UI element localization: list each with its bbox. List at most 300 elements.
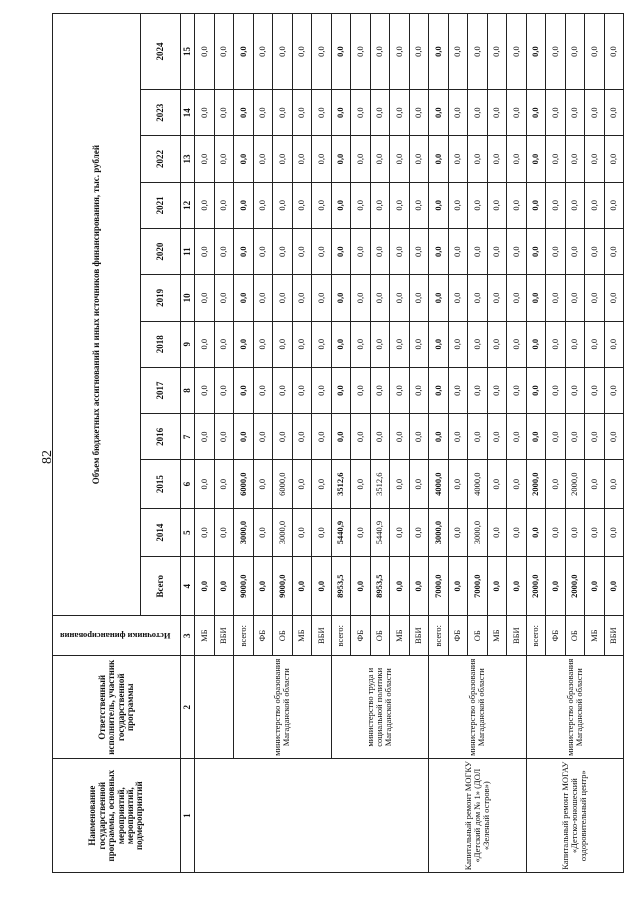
header-year: 2019: [141, 275, 181, 321]
value-cell: 0,0: [370, 136, 390, 182]
value-cell: 0,0: [585, 557, 605, 616]
value-cell: 0,0: [351, 136, 371, 182]
value-cell: 0,0: [565, 182, 585, 228]
value-cell: 0,0: [604, 182, 624, 228]
value-cell: 0,0: [390, 321, 410, 367]
source-cell: МБ: [292, 616, 312, 656]
value-cell: 0,0: [409, 90, 429, 136]
value-cell: 0,0: [273, 414, 293, 460]
value-cell: 0,0: [507, 14, 527, 90]
value-cell: 0,0: [448, 557, 468, 616]
value-cell: 0,0: [448, 228, 468, 274]
value-cell: 0,0: [253, 460, 273, 508]
header-column-number: 8: [181, 367, 195, 413]
value-cell: 0,0: [429, 228, 449, 274]
program-name-cell: [195, 759, 429, 873]
value-cell: 0,0: [468, 321, 488, 367]
value-cell: 0,0: [546, 228, 566, 274]
header-year: 2015: [141, 460, 181, 508]
value-cell: 0,0: [585, 508, 605, 556]
value-cell: 0,0: [448, 414, 468, 460]
value-cell: 0,0: [565, 14, 585, 90]
value-cell: 0,0: [487, 90, 507, 136]
table-row: [429, 14, 449, 873]
source-cell: МБ: [390, 616, 410, 656]
program-name-cell: Капитальный ремонт МОГКУ «Детский дом № 1» (ДОЛ «Зеленый остров»): [429, 759, 527, 873]
value-cell: 0,0: [331, 275, 351, 321]
value-cell: 0,0: [253, 182, 273, 228]
source-cell: ВБИ: [409, 616, 429, 656]
value-cell: 0,0: [390, 508, 410, 556]
value-cell: 0,0: [214, 228, 234, 274]
value-cell: 0,0: [429, 14, 449, 90]
value-cell: 0,0: [604, 367, 624, 413]
value-cell: 9000,0: [273, 557, 293, 616]
value-cell: 0,0: [351, 414, 371, 460]
value-cell: 0,0: [448, 182, 468, 228]
value-cell: 0,0: [526, 414, 546, 460]
value-cell: 0,0: [234, 90, 254, 136]
value-cell: 0,0: [390, 275, 410, 321]
program-name-cell: Капитальный ремонт МОГАУ «Детско-юношеский оздоровительный центр»: [526, 759, 624, 873]
value-cell: 0,0: [585, 90, 605, 136]
value-cell: 0,0: [604, 136, 624, 182]
header-year: Всего: [141, 557, 181, 616]
table-row: [195, 14, 215, 873]
value-cell: 0,0: [195, 275, 215, 321]
value-cell: 0,0: [331, 136, 351, 182]
value-cell: 0,0: [195, 321, 215, 367]
value-cell: 0,0: [214, 557, 234, 616]
value-cell: 0,0: [292, 14, 312, 90]
value-cell: 0,0: [604, 414, 624, 460]
value-cell: 0,0: [487, 508, 507, 556]
header-funding-group: Объем бюджетных ассигнований и иных источников финансирования, тыс. рублей: [53, 14, 141, 616]
value-cell: 0,0: [214, 275, 234, 321]
value-cell: 0,0: [273, 14, 293, 90]
header-column-number: 11: [181, 228, 195, 274]
value-cell: 0,0: [448, 367, 468, 413]
value-cell: 0,0: [526, 275, 546, 321]
value-cell: 0,0: [526, 508, 546, 556]
value-cell: 9000,0: [234, 557, 254, 616]
value-cell: 0,0: [565, 228, 585, 274]
source-cell: МБ: [585, 616, 605, 656]
value-cell: 0,0: [195, 367, 215, 413]
value-cell: 0,0: [312, 557, 332, 616]
header-column-number: 10: [181, 275, 195, 321]
source-cell: всего:: [526, 616, 546, 656]
value-cell: 0,0: [546, 136, 566, 182]
value-cell: 0,0: [195, 414, 215, 460]
value-cell: 0,0: [409, 557, 429, 616]
value-cell: 0,0: [234, 414, 254, 460]
value-cell: 3000,0: [234, 508, 254, 556]
value-cell: 0,0: [546, 557, 566, 616]
value-cell: 0,0: [448, 136, 468, 182]
value-cell: 0,0: [234, 228, 254, 274]
value-cell: 0,0: [507, 90, 527, 136]
value-cell: 2000,0: [526, 460, 546, 508]
value-cell: 0,0: [312, 136, 332, 182]
value-cell: 0,0: [604, 321, 624, 367]
value-cell: 0,0: [331, 182, 351, 228]
value-cell: 0,0: [429, 275, 449, 321]
value-cell: 4000,0: [468, 460, 488, 508]
value-cell: 0,0: [292, 90, 312, 136]
value-cell: 0,0: [351, 14, 371, 90]
value-cell: 0,0: [292, 182, 312, 228]
value-cell: 0,0: [214, 136, 234, 182]
value-cell: 4000,0: [429, 460, 449, 508]
value-cell: 0,0: [409, 275, 429, 321]
value-cell: 0,0: [351, 321, 371, 367]
value-cell: 0,0: [409, 228, 429, 274]
value-cell: 0,0: [487, 14, 507, 90]
value-cell: 0,0: [429, 136, 449, 182]
value-cell: 0,0: [214, 460, 234, 508]
value-cell: 0,0: [546, 182, 566, 228]
value-cell: 0,0: [253, 275, 273, 321]
source-cell: ВБИ: [214, 616, 234, 656]
value-cell: 0,0: [273, 228, 293, 274]
header-executor: Ответственный исполнитель, участник государственной программы: [53, 656, 181, 759]
value-cell: 0,0: [370, 182, 390, 228]
value-cell: 3000,0: [429, 508, 449, 556]
source-cell: ФБ: [351, 616, 371, 656]
value-cell: 3000,0: [273, 508, 293, 556]
value-cell: 0,0: [468, 182, 488, 228]
executor-cell: министерство образования Магаданской области: [429, 656, 527, 759]
value-cell: 0,0: [292, 508, 312, 556]
value-cell: 0,0: [507, 182, 527, 228]
header-year: 2023: [141, 90, 181, 136]
value-cell: 0,0: [195, 136, 215, 182]
value-cell: 0,0: [546, 321, 566, 367]
header-column-number: 13: [181, 136, 195, 182]
value-cell: 0,0: [507, 557, 527, 616]
value-cell: 0,0: [312, 228, 332, 274]
value-cell: 0,0: [507, 414, 527, 460]
value-cell: 0,0: [234, 136, 254, 182]
value-cell: 0,0: [273, 136, 293, 182]
value-cell: 0,0: [214, 508, 234, 556]
value-cell: 0,0: [409, 14, 429, 90]
header-year: 2018: [141, 321, 181, 367]
value-cell: 0,0: [546, 414, 566, 460]
value-cell: 6000,0: [234, 460, 254, 508]
value-cell: 0,0: [312, 414, 332, 460]
value-cell: 2000,0: [526, 557, 546, 616]
value-cell: 0,0: [585, 136, 605, 182]
value-cell: 0,0: [546, 275, 566, 321]
value-cell: 0,0: [468, 275, 488, 321]
value-cell: 0,0: [468, 90, 488, 136]
value-cell: 0,0: [292, 228, 312, 274]
page-number: 82: [40, 450, 55, 464]
value-cell: 0,0: [273, 182, 293, 228]
value-cell: 0,0: [390, 228, 410, 274]
value-cell: 0,0: [546, 14, 566, 90]
value-cell: 0,0: [331, 367, 351, 413]
value-cell: 0,0: [390, 367, 410, 413]
value-cell: 0,0: [253, 508, 273, 556]
header-column-number: 6: [181, 460, 195, 508]
value-cell: 0,0: [351, 182, 371, 228]
rotated-page: [52, 13, 624, 873]
value-cell: 0,0: [604, 90, 624, 136]
value-cell: 0,0: [214, 367, 234, 413]
value-cell: 0,0: [312, 275, 332, 321]
value-cell: 0,0: [273, 367, 293, 413]
value-cell: 0,0: [526, 182, 546, 228]
header-column-number: 1: [181, 759, 195, 873]
value-cell: 0,0: [546, 90, 566, 136]
value-cell: 0,0: [292, 460, 312, 508]
value-cell: 0,0: [409, 182, 429, 228]
value-cell: 7000,0: [468, 557, 488, 616]
value-cell: 8953,5: [331, 557, 351, 616]
value-cell: 0,0: [429, 414, 449, 460]
value-cell: 0,0: [546, 508, 566, 556]
value-cell: 0,0: [390, 557, 410, 616]
value-cell: 0,0: [292, 414, 312, 460]
header-year: 2017: [141, 367, 181, 413]
funding-table: [52, 13, 624, 873]
value-cell: 0,0: [234, 275, 254, 321]
value-cell: 0,0: [351, 228, 371, 274]
header-column-number: 2: [181, 656, 195, 759]
value-cell: 0,0: [370, 90, 390, 136]
value-cell: 0,0: [195, 557, 215, 616]
source-cell: всего:: [234, 616, 254, 656]
value-cell: 0,0: [585, 14, 605, 90]
value-cell: 0,0: [526, 228, 546, 274]
value-cell: 0,0: [390, 14, 410, 90]
value-cell: 0,0: [253, 321, 273, 367]
value-cell: 0,0: [585, 414, 605, 460]
header-program: Наименование государственной программы, основных мероприятий, мероприятий, подмероприятий: [53, 759, 181, 873]
value-cell: 0,0: [429, 321, 449, 367]
header-source-text: Источники финансирования: [60, 631, 171, 642]
value-cell: 0,0: [195, 228, 215, 274]
source-cell: ФБ: [546, 616, 566, 656]
value-cell: 0,0: [448, 275, 468, 321]
value-cell: 0,0: [214, 182, 234, 228]
value-cell: 0,0: [585, 275, 605, 321]
value-cell: 0,0: [370, 321, 390, 367]
value-cell: 0,0: [409, 460, 429, 508]
executor-cell: [195, 656, 234, 759]
value-cell: 0,0: [507, 508, 527, 556]
source-cell: ФБ: [253, 616, 273, 656]
value-cell: 0,0: [507, 321, 527, 367]
value-cell: 0,0: [604, 508, 624, 556]
source-cell: ВБИ: [312, 616, 332, 656]
value-cell: 3000,0: [468, 508, 488, 556]
source-cell: ОБ: [370, 616, 390, 656]
value-cell: 3512,6: [331, 460, 351, 508]
source-cell: МБ: [487, 616, 507, 656]
executor-cell: министерство образования Магаданской области: [234, 656, 332, 759]
value-cell: 0,0: [234, 182, 254, 228]
value-cell: 0,0: [487, 321, 507, 367]
value-cell: 0,0: [351, 460, 371, 508]
value-cell: 5440,9: [331, 508, 351, 556]
value-cell: 0,0: [253, 228, 273, 274]
value-cell: 5440,9: [370, 508, 390, 556]
value-cell: 0,0: [565, 90, 585, 136]
value-cell: 0,0: [253, 557, 273, 616]
value-cell: 0,0: [507, 136, 527, 182]
value-cell: 0,0: [331, 321, 351, 367]
value-cell: 2000,0: [565, 460, 585, 508]
table-row: [234, 14, 254, 873]
value-cell: 0,0: [429, 367, 449, 413]
value-cell: 0,0: [273, 321, 293, 367]
value-cell: 0,0: [546, 460, 566, 508]
value-cell: 0,0: [390, 460, 410, 508]
value-cell: 0,0: [468, 14, 488, 90]
table-row: [331, 14, 351, 873]
value-cell: 0,0: [234, 321, 254, 367]
value-cell: 0,0: [331, 228, 351, 274]
value-cell: 0,0: [526, 90, 546, 136]
source-cell: ОБ: [468, 616, 488, 656]
value-cell: 0,0: [585, 460, 605, 508]
value-cell: 0,0: [526, 367, 546, 413]
header-column-number: 3: [181, 616, 195, 656]
value-cell: 0,0: [468, 136, 488, 182]
value-cell: 0,0: [331, 14, 351, 90]
value-cell: 0,0: [351, 275, 371, 321]
value-cell: 0,0: [409, 321, 429, 367]
value-cell: 0,0: [390, 90, 410, 136]
header-year: 2024: [141, 14, 181, 90]
value-cell: 0,0: [565, 367, 585, 413]
value-cell: 0,0: [292, 275, 312, 321]
value-cell: 0,0: [565, 136, 585, 182]
header-year: 2016: [141, 414, 181, 460]
value-cell: 0,0: [429, 90, 449, 136]
value-cell: 2000,0: [565, 557, 585, 616]
value-cell: 0,0: [253, 90, 273, 136]
value-cell: 0,0: [526, 14, 546, 90]
value-cell: 0,0: [565, 321, 585, 367]
value-cell: 0,0: [409, 136, 429, 182]
executor-cell: министерство образования Магаданской области: [526, 656, 624, 759]
header-year: 2014: [141, 508, 181, 556]
value-cell: 0,0: [273, 275, 293, 321]
value-cell: 0,0: [292, 321, 312, 367]
value-cell: 0,0: [565, 275, 585, 321]
value-cell: 0,0: [273, 90, 293, 136]
value-cell: 0,0: [312, 321, 332, 367]
source-cell: ОБ: [565, 616, 585, 656]
value-cell: 0,0: [565, 508, 585, 556]
source-cell: ВБИ: [507, 616, 527, 656]
value-cell: 0,0: [312, 14, 332, 90]
value-cell: 0,0: [604, 275, 624, 321]
source-cell: МБ: [195, 616, 215, 656]
header-column-number: 7: [181, 414, 195, 460]
executor-cell: министерство труда и социальной политики Магаданской области: [331, 656, 429, 759]
value-cell: 0,0: [253, 136, 273, 182]
value-cell: 0,0: [390, 414, 410, 460]
value-cell: 0,0: [448, 14, 468, 90]
value-cell: 0,0: [312, 508, 332, 556]
value-cell: 0,0: [487, 136, 507, 182]
source-cell: ОБ: [273, 616, 293, 656]
value-cell: 0,0: [604, 228, 624, 274]
value-cell: 0,0: [468, 414, 488, 460]
header-year: 2021: [141, 182, 181, 228]
value-cell: 0,0: [214, 321, 234, 367]
value-cell: 0,0: [507, 275, 527, 321]
source-cell: всего:: [331, 616, 351, 656]
value-cell: 0,0: [234, 367, 254, 413]
value-cell: 0,0: [585, 321, 605, 367]
header-column-number: 4: [181, 557, 195, 616]
header-source: [53, 616, 181, 656]
value-cell: 6000,0: [273, 460, 293, 508]
value-cell: 0,0: [487, 414, 507, 460]
source-cell: ФБ: [448, 616, 468, 656]
value-cell: 0,0: [507, 460, 527, 508]
value-cell: 0,0: [234, 14, 254, 90]
value-cell: 0,0: [565, 414, 585, 460]
table-row: [526, 14, 546, 873]
value-cell: 0,0: [312, 182, 332, 228]
value-cell: 0,0: [351, 508, 371, 556]
value-cell: 0,0: [351, 557, 371, 616]
value-cell: 0,0: [351, 90, 371, 136]
value-cell: 0,0: [487, 367, 507, 413]
value-cell: 0,0: [370, 228, 390, 274]
value-cell: 0,0: [292, 136, 312, 182]
value-cell: 0,0: [312, 367, 332, 413]
value-cell: 0,0: [448, 508, 468, 556]
value-cell: 0,0: [585, 367, 605, 413]
source-cell: всего:: [429, 616, 449, 656]
value-cell: 0,0: [487, 460, 507, 508]
value-cell: 0,0: [312, 460, 332, 508]
value-cell: 0,0: [253, 14, 273, 90]
header-column-number: 15: [181, 14, 195, 90]
value-cell: 0,0: [370, 275, 390, 321]
value-cell: 0,0: [526, 321, 546, 367]
value-cell: 0,0: [390, 136, 410, 182]
value-cell: 0,0: [370, 414, 390, 460]
value-cell: 0,0: [585, 228, 605, 274]
value-cell: 0,0: [331, 414, 351, 460]
value-cell: 0,0: [351, 367, 371, 413]
value-cell: 0,0: [448, 90, 468, 136]
value-cell: 0,0: [390, 182, 410, 228]
header-column-number: 14: [181, 90, 195, 136]
value-cell: 0,0: [195, 14, 215, 90]
value-cell: 0,0: [507, 228, 527, 274]
value-cell: 0,0: [604, 14, 624, 90]
source-cell: ВБИ: [604, 616, 624, 656]
value-cell: 0,0: [487, 182, 507, 228]
header-year: 2020: [141, 228, 181, 274]
value-cell: 0,0: [429, 182, 449, 228]
value-cell: 0,0: [253, 414, 273, 460]
value-cell: 0,0: [604, 557, 624, 616]
value-cell: 0,0: [292, 557, 312, 616]
value-cell: 0,0: [409, 414, 429, 460]
